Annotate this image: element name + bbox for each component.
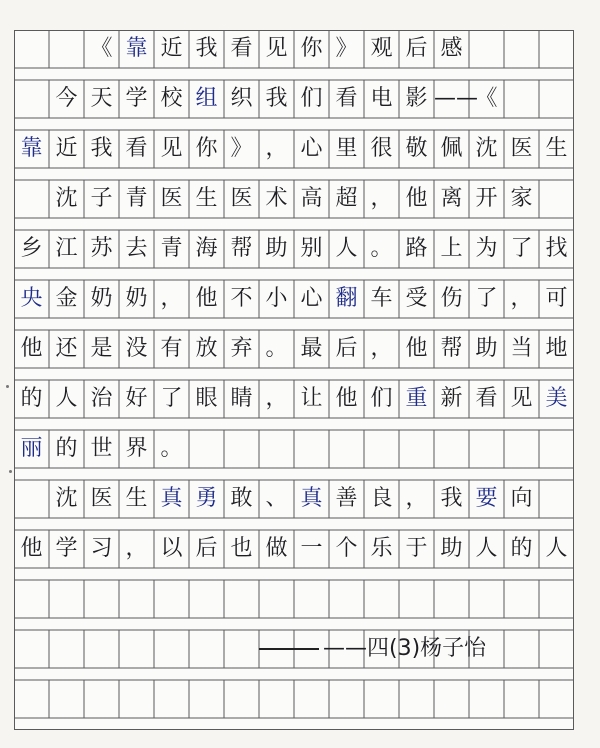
character-cell: 重 bbox=[405, 386, 428, 411]
character-cell: 了 bbox=[475, 286, 498, 311]
character-cell: 天 bbox=[90, 86, 113, 111]
character-cell: 医 bbox=[230, 186, 253, 211]
character-cell: 美 bbox=[545, 386, 568, 411]
character-cell: 没 bbox=[125, 336, 148, 361]
character-cell: 找 bbox=[545, 236, 568, 261]
character-cell: 看 bbox=[335, 86, 358, 111]
character-cell: 伤 bbox=[440, 286, 463, 311]
character-cell: 术 bbox=[265, 186, 288, 211]
character-cell: 我 bbox=[265, 86, 288, 111]
character-cell: 观 bbox=[370, 36, 393, 61]
character-cell: ， bbox=[265, 386, 288, 411]
character-cell: 《 bbox=[475, 86, 498, 111]
character-cell: 小 bbox=[265, 286, 288, 311]
character-cell: 心 bbox=[300, 136, 323, 161]
character-cell: 他 bbox=[405, 186, 428, 211]
character-cell: 金 bbox=[55, 286, 78, 311]
character-cell: 一 bbox=[300, 536, 323, 561]
character-cell: ， bbox=[265, 136, 288, 161]
writing-paper bbox=[14, 30, 574, 730]
character-cell: 他 bbox=[20, 336, 43, 361]
character-cell: 我 bbox=[90, 136, 113, 161]
character-cell: 还 bbox=[55, 336, 78, 361]
character-cell: ， bbox=[160, 286, 183, 311]
character-cell: 了 bbox=[160, 386, 183, 411]
character-cell: 青 bbox=[125, 186, 148, 211]
character-cell: 以 bbox=[160, 536, 183, 561]
character-cell: 学 bbox=[125, 86, 148, 111]
character-cell: 心 bbox=[300, 286, 323, 311]
character-cell: 沈 bbox=[55, 486, 78, 511]
character-cell: 可 bbox=[545, 286, 568, 311]
character-cell: 生 bbox=[125, 486, 148, 511]
margin-dot bbox=[6, 385, 9, 388]
character-cell: 开 bbox=[475, 186, 498, 211]
character-cell: 他 bbox=[335, 386, 358, 411]
character-cell: 》 bbox=[335, 36, 358, 61]
character-cell: 助 bbox=[475, 336, 498, 361]
character-cell: 他 bbox=[405, 336, 428, 361]
character-cell: 高 bbox=[300, 186, 323, 211]
character-cell: 人 bbox=[545, 536, 568, 561]
character-cell: 靠 bbox=[20, 136, 43, 161]
character-cell: 人 bbox=[335, 236, 358, 261]
character-cell: 习 bbox=[90, 536, 113, 561]
character-cell: 勇 bbox=[195, 486, 218, 511]
character-cell: 也 bbox=[230, 536, 253, 561]
character-cell: 个 bbox=[335, 536, 358, 561]
character-cell: 丽 bbox=[20, 436, 43, 461]
grid-paper bbox=[14, 30, 574, 730]
character-cell: 为 bbox=[475, 236, 498, 261]
character-cell: 翻 bbox=[335, 286, 358, 311]
character-cell: 苏 bbox=[90, 236, 113, 261]
character-cell: 见 bbox=[160, 136, 183, 161]
character-cell: 佩 bbox=[440, 136, 463, 161]
character-cell: ， bbox=[125, 536, 148, 561]
character-cell: 们 bbox=[370, 386, 393, 411]
character-cell: 看 bbox=[475, 386, 498, 411]
character-cell: 去 bbox=[125, 236, 148, 261]
character-cell: —— bbox=[434, 86, 478, 111]
character-cell: 。 bbox=[265, 336, 288, 361]
character-cell: 他 bbox=[195, 286, 218, 311]
character-cell: 靠 bbox=[125, 36, 148, 61]
character-cell: 上 bbox=[440, 236, 463, 261]
character-cell: 沈 bbox=[475, 136, 498, 161]
character-cell: 生 bbox=[545, 136, 568, 161]
character-cell: 不 bbox=[230, 286, 253, 311]
character-cell: 当 bbox=[510, 336, 533, 361]
signature-dash bbox=[259, 648, 319, 650]
character-cell: ， bbox=[510, 286, 533, 311]
character-cell: 影 bbox=[405, 86, 428, 111]
character-cell: 校 bbox=[160, 86, 183, 111]
character-cell: 新 bbox=[440, 386, 463, 411]
character-cell: 人 bbox=[475, 536, 498, 561]
character-cell: 后 bbox=[405, 36, 428, 61]
character-cell: 学 bbox=[55, 536, 78, 561]
character-cell: 们 bbox=[300, 86, 323, 111]
character-cell: 青 bbox=[160, 236, 183, 261]
character-cell: 今 bbox=[55, 86, 78, 111]
character-cell: 最 bbox=[300, 336, 323, 361]
character-cell: 的 bbox=[20, 386, 43, 411]
character-cell: 江 bbox=[55, 236, 78, 261]
character-cell: 医 bbox=[510, 136, 533, 161]
signature-text: ——四(3)杨子怡 bbox=[323, 636, 487, 661]
character-cell: 帮 bbox=[230, 236, 253, 261]
character-cell: 医 bbox=[90, 486, 113, 511]
character-cell: 的 bbox=[510, 536, 533, 561]
character-cell: 治 bbox=[90, 386, 113, 411]
character-cell: 睛 bbox=[230, 386, 253, 411]
character-cell: 沈 bbox=[55, 186, 78, 211]
character-cell: 世 bbox=[90, 436, 113, 461]
character-cell: 我 bbox=[195, 36, 218, 61]
character-cell: 善 bbox=[335, 486, 358, 511]
character-cell: 看 bbox=[125, 136, 148, 161]
character-cell: 组 bbox=[195, 86, 218, 111]
character-cell: 见 bbox=[265, 36, 288, 61]
character-cell: 电 bbox=[370, 86, 393, 111]
character-cell: ， bbox=[370, 336, 393, 361]
character-cell: 、 bbox=[265, 486, 288, 511]
character-cell: 医 bbox=[160, 186, 183, 211]
character-cell: 路 bbox=[405, 236, 428, 261]
character-cell: 。 bbox=[160, 436, 183, 461]
character-cell: 家 bbox=[510, 186, 533, 211]
character-cell: 是 bbox=[90, 336, 113, 361]
character-cell: 敢 bbox=[230, 486, 253, 511]
character-cell: 要 bbox=[475, 486, 498, 511]
character-cell: 眼 bbox=[195, 386, 218, 411]
character-cell: ， bbox=[370, 186, 393, 211]
character-cell: 感 bbox=[440, 36, 463, 61]
character-cell: 真 bbox=[300, 486, 323, 511]
character-cell: 里 bbox=[335, 136, 358, 161]
character-cell: 看 bbox=[230, 36, 253, 61]
signature bbox=[259, 630, 486, 668]
character-cell: 车 bbox=[370, 286, 393, 311]
character-cell: 于 bbox=[405, 536, 428, 561]
character-cell: 我 bbox=[440, 486, 463, 511]
character-cell: 向 bbox=[510, 486, 533, 511]
character-cell: 做 bbox=[265, 536, 288, 561]
character-cell: 助 bbox=[265, 236, 288, 261]
margin-dot bbox=[9, 470, 12, 473]
character-cell: 放 bbox=[195, 336, 218, 361]
character-cell: 后 bbox=[195, 536, 218, 561]
character-cell: 好 bbox=[125, 386, 148, 411]
character-cell: ， bbox=[405, 486, 428, 511]
character-cell: 生 bbox=[195, 186, 218, 211]
character-cell: 乡 bbox=[20, 236, 43, 261]
character-cell: 真 bbox=[160, 486, 183, 511]
character-cell: 的 bbox=[55, 436, 78, 461]
character-cell: 界 bbox=[125, 436, 148, 461]
character-cell: 乐 bbox=[370, 536, 393, 561]
character-cell: 超 bbox=[335, 186, 358, 211]
character-cell: 织 bbox=[230, 86, 253, 111]
character-cell: 。 bbox=[370, 236, 393, 261]
character-cell: 你 bbox=[195, 136, 218, 161]
character-cell: 助 bbox=[440, 536, 463, 561]
character-cell: 离 bbox=[440, 186, 463, 211]
character-cell: 奶 bbox=[125, 286, 148, 311]
character-cell: 他 bbox=[20, 536, 43, 561]
character-cell: 海 bbox=[195, 236, 218, 261]
character-cell: 良 bbox=[370, 486, 393, 511]
character-cell: 很 bbox=[370, 136, 393, 161]
character-cell: 敬 bbox=[405, 136, 428, 161]
character-cell: 《 bbox=[90, 36, 113, 61]
character-cell: 弃 bbox=[230, 336, 253, 361]
character-cell: 后 bbox=[335, 336, 358, 361]
character-cell: 地 bbox=[545, 336, 568, 361]
character-cell: 见 bbox=[510, 386, 533, 411]
character-cell: 》 bbox=[230, 136, 253, 161]
character-cell: 近 bbox=[160, 36, 183, 61]
character-cell: 帮 bbox=[440, 336, 463, 361]
character-cell: 央 bbox=[20, 286, 43, 311]
character-cell: 子 bbox=[90, 186, 113, 211]
character-cell: 你 bbox=[300, 36, 323, 61]
character-cell: 让 bbox=[300, 386, 323, 411]
character-cell: 人 bbox=[55, 386, 78, 411]
character-cell: 奶 bbox=[90, 286, 113, 311]
character-cell: 别 bbox=[300, 236, 323, 261]
character-cell: 近 bbox=[55, 136, 78, 161]
character-cell: 了 bbox=[510, 236, 533, 261]
character-cell: 有 bbox=[160, 336, 183, 361]
character-cell: 受 bbox=[405, 286, 428, 311]
